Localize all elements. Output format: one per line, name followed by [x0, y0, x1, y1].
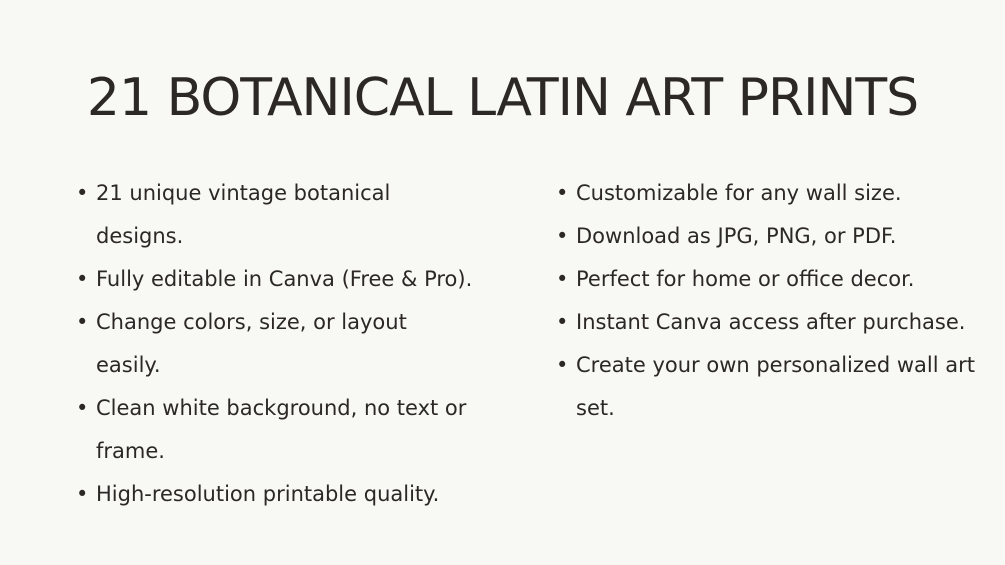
list-item-text: Fully editable in Canva (Free & Pro). [96, 267, 473, 291]
list-item-text: Change colors, size, or layout easily. [96, 310, 407, 377]
bullet-icon: • [76, 267, 89, 291]
list-item-text: Instant Canva access after purchase. [576, 310, 966, 334]
list-item [554, 258, 984, 301]
bullet-icon: • [76, 482, 89, 506]
list-item-text: Perfect for home or office decor. [576, 267, 915, 291]
bullet-icon: • [556, 181, 569, 205]
bullet-icon: • [76, 396, 89, 420]
list-item-text: 21 unique vintage botanical designs. [96, 181, 391, 248]
bullet-icon: • [76, 181, 89, 205]
list-item [74, 387, 474, 473]
bullet-icon: • [76, 310, 89, 334]
list-item [74, 258, 474, 301]
list-item [74, 301, 474, 387]
list-item [554, 301, 984, 344]
features-list-left [74, 172, 474, 516]
bullet-icon: • [556, 267, 569, 291]
features-list-right [554, 172, 984, 430]
list-item-text: Create your own personalized wall art set. [576, 353, 975, 420]
list-item-text: Clean white background, no text or frame. [96, 396, 467, 463]
page-title: 21 BOTANICAL LATIN ART PRINTS [86, 68, 919, 128]
list-item [74, 172, 474, 258]
list-item-text: Customizable for any wall size. [576, 181, 902, 205]
bullet-icon: • [556, 310, 569, 334]
bullet-icon: • [556, 353, 569, 377]
list-item [554, 172, 984, 215]
list-item [554, 344, 984, 430]
bullet-icon: • [556, 224, 569, 248]
list-item-text: High-resolution printable quality. [96, 482, 440, 506]
list-item [74, 473, 474, 516]
list-item-text: Download as JPG, PNG, or PDF. [576, 224, 897, 248]
list-item [554, 215, 984, 258]
